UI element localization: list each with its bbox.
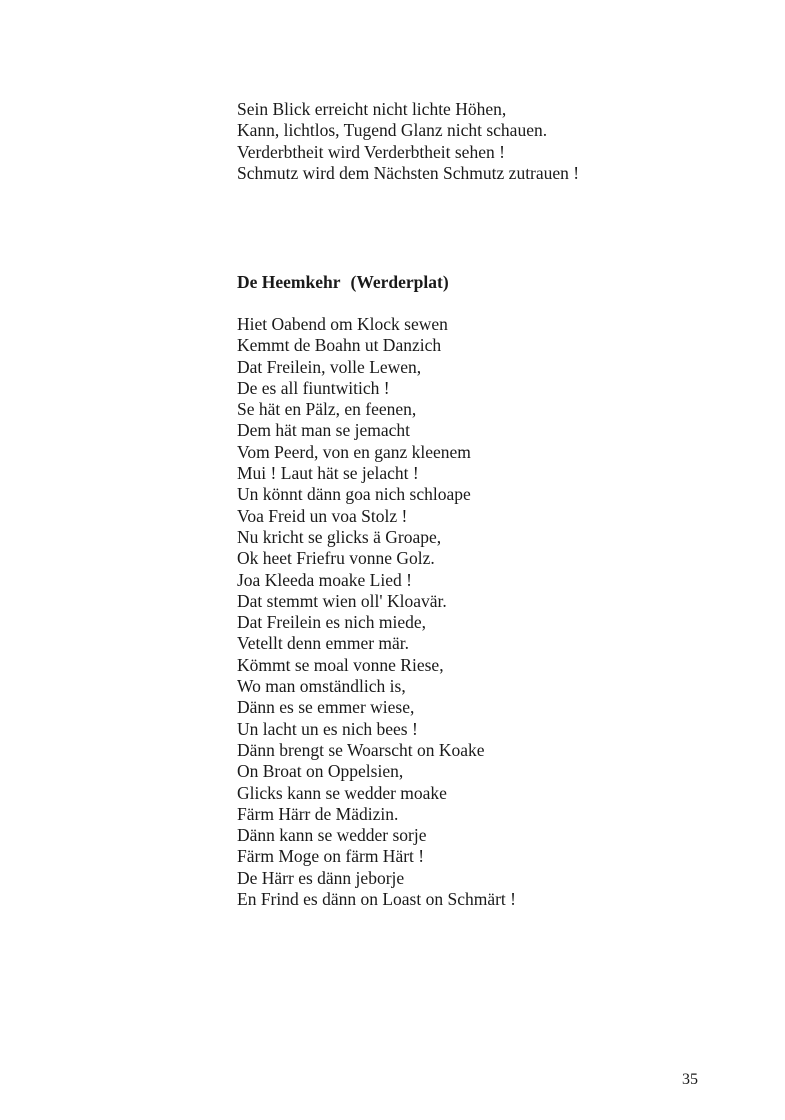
verse-line: De es all fiuntwitich ! xyxy=(237,377,390,398)
verse-line: Voa Freid un voa Stolz ! xyxy=(237,505,408,526)
poem-fragment xyxy=(237,99,579,184)
verse-line: Vom Peerd, von en ganz kleenem xyxy=(237,441,471,462)
verse-line: Dat Freilein es nich miede, xyxy=(237,612,427,633)
verse-line: Glicks kann se wedder moake xyxy=(237,782,447,803)
poem-subtitle: (Werderplat) xyxy=(350,272,449,292)
verse-line: Joa Kleeda moake Lied ! xyxy=(237,569,412,590)
verse-line: Dat stemmt wien oll' Kloavär. xyxy=(237,590,447,611)
verse-line: Färm Moge on färm Härt ! xyxy=(237,846,425,867)
verse-line: Un könnt dänn goa nich schloape xyxy=(237,484,471,505)
verse-line: On Broat on Oppelsien, xyxy=(237,761,404,782)
page-number: 35 xyxy=(682,1071,698,1088)
verse-line: Dat Freilein, volle Lewen, xyxy=(237,356,422,377)
verse-line: Dem hät man se jemacht xyxy=(237,420,410,441)
verse-line: Dänn kann se wedder sorje xyxy=(237,825,427,846)
verse-line: Kömmt se moal vonne Riese, xyxy=(237,654,444,675)
verse-line: Schmutz wird dem Nächsten Schmutz zutrauen ! xyxy=(237,162,580,183)
verse-line: Se hät en Pälz, en feenen, xyxy=(237,399,417,420)
verse-line: Un lacht un es nich bees ! xyxy=(237,718,418,739)
verse-line: En Frind es dänn on Loast on Schmärt ! xyxy=(237,889,516,910)
verse-line: Wo man omständlich is, xyxy=(237,676,406,697)
verse-line: De Härr es dänn jeborje xyxy=(237,867,405,888)
verse-line: Dänn es se emmer wiese, xyxy=(237,697,415,718)
verse-line: Vetellt denn emmer mär. xyxy=(237,633,410,654)
verse-line: Kann, lichtlos, Tugend Glanz nicht schauen. xyxy=(237,120,548,141)
poem-title-text: De Heemkehr xyxy=(237,272,341,292)
verse-line: Dänn brengt se Woarscht on Koake xyxy=(237,739,485,760)
verse-line: Ok heet Friefru vonne Golz. xyxy=(237,548,435,569)
verse-line: Sein Blick erreicht nicht lichte Höhen, xyxy=(237,99,507,119)
poem-body xyxy=(237,314,516,910)
verse-line: Färm Härr de Mädizin. xyxy=(237,803,399,824)
verse-line: Nu kricht se glicks ä Groape, xyxy=(237,526,442,547)
poem-title xyxy=(237,272,449,293)
verse-line: Verderbtheit wird Verderbtheit sehen ! xyxy=(237,141,505,162)
verse-line: Hiet Oabend om Klock sewen xyxy=(237,314,448,334)
verse-line: Kemmt de Boahn ut Danzich xyxy=(237,335,442,356)
verse-line: Mui ! Laut hät se jelacht ! xyxy=(237,463,419,484)
